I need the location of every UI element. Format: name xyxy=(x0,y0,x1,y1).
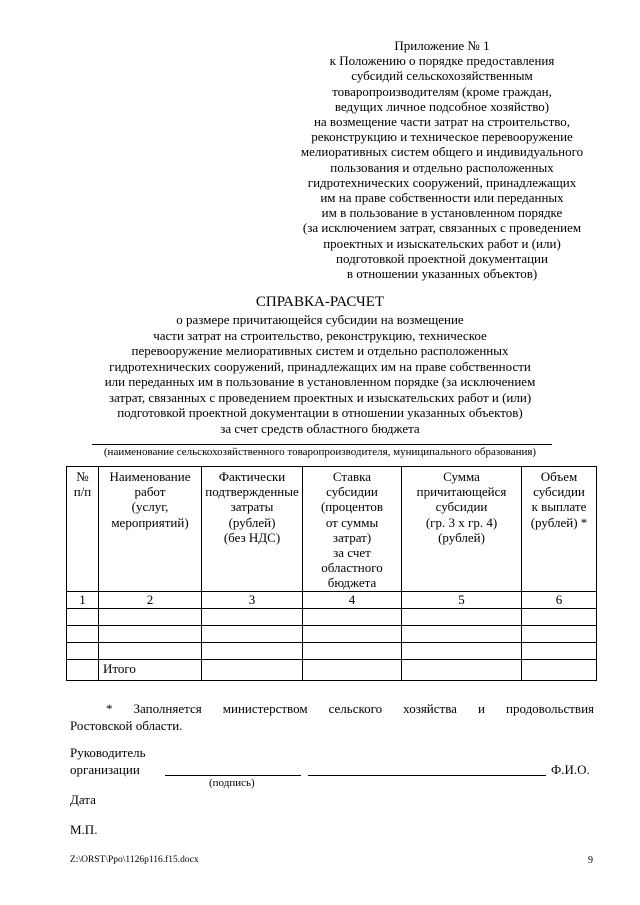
appendix-line: ведущих личное подсобное хозяйство) xyxy=(334,98,550,114)
table-cell[interactable] xyxy=(522,659,597,680)
subtitle-line: подготовкой проектной документации в отношении указанных объектов) xyxy=(117,405,523,420)
appendix-line: им в пользование в установленном порядке xyxy=(321,205,563,221)
producer-name-field[interactable] xyxy=(92,444,552,445)
appendix-line: (за исключением затрат, связанных с проведением xyxy=(302,220,582,236)
appendix-line: реконструкцию и техническое перевооружение xyxy=(311,129,573,145)
subtitle-line: части затрат на строительство, реконструкцию, техническое xyxy=(153,327,487,343)
table-cell[interactable] xyxy=(202,625,303,642)
document-title: СПРАВКА-РАСЧЕТ xyxy=(255,294,385,310)
table-cell[interactable] xyxy=(303,608,402,625)
table-cell[interactable] xyxy=(202,608,303,625)
stamp-label: М.П. xyxy=(70,822,98,837)
table-cell[interactable] xyxy=(99,642,202,659)
header-cell-subsidy-rate: Ставка субсидии (процентов от суммы затрат) за счет областного бюджета xyxy=(303,467,402,592)
table-cell[interactable] xyxy=(303,659,402,680)
table-cell[interactable] xyxy=(202,642,303,659)
column-number: 3 xyxy=(202,591,303,608)
table-cell[interactable] xyxy=(99,608,202,625)
appendix-line: субсидий сельскохозяйственным xyxy=(351,68,533,84)
subtitle-line: перевооружение мелиоративных систем и отдельно расположенных xyxy=(131,343,509,358)
signature-caption: (подпись) xyxy=(209,777,255,789)
table-cell[interactable] xyxy=(522,625,597,642)
table-cell[interactable] xyxy=(99,625,202,642)
appendix-line: гидротехнических сооружений, принадлежащих xyxy=(307,174,577,190)
subtitle-line: или переданных им в пользование в установленном порядке (за исключением xyxy=(104,374,536,389)
appendix-line: в отношении указанных объектов) xyxy=(346,266,538,282)
table-cell[interactable] xyxy=(402,625,522,642)
table-cell[interactable] xyxy=(67,608,99,625)
fio-field[interactable] xyxy=(308,775,546,776)
column-number: 5 xyxy=(402,591,522,608)
table-cell[interactable] xyxy=(67,642,99,659)
column-number-row xyxy=(67,591,597,608)
appendix-header xyxy=(262,38,622,281)
column-number: 2 xyxy=(99,591,202,608)
footnote-line: Ростовской области. xyxy=(70,718,183,733)
table-row xyxy=(67,625,597,642)
head-label: Руководитель xyxy=(70,745,146,760)
appendix-line: на возмещение части затрат на строительство, xyxy=(313,114,571,130)
header-cell-payout-volume: Объем субсидии к выплате (рублей) * xyxy=(522,467,597,592)
signature-field[interactable] xyxy=(165,775,301,776)
subtitle-line: за счет средств областного бюджета xyxy=(220,420,420,436)
fio-label: Ф.И.О. xyxy=(551,762,590,777)
subtitle-line: затрат, связанных с проведением проектных и изыскательских работ и (или) xyxy=(108,389,532,405)
table-cell[interactable] xyxy=(202,659,303,680)
column-number: 1 xyxy=(67,591,99,608)
header-cell-subsidy-amount: Сумма причитающейся субсидии (гр. 3 х гр. 4) (рублей) xyxy=(402,467,522,592)
table-cell[interactable] xyxy=(303,625,402,642)
appendix-line: мелиоративных систем общего и индивидуального xyxy=(300,144,584,160)
total-label: Итого xyxy=(99,659,202,680)
appendix-line: проектных и изыскательских работ и (или) xyxy=(323,235,561,251)
table-cell[interactable] xyxy=(402,659,522,680)
table-cell[interactable] xyxy=(402,642,522,659)
footnote-line: * Заполняется министерством сельского хозяйства и продовольствия xyxy=(106,701,594,716)
subtitle-line: о размере причитающейся субсидии на возмещение xyxy=(176,312,464,327)
column-number: 6 xyxy=(522,591,597,608)
appendix-line: Приложение № 1 xyxy=(394,38,490,53)
appendix-line: к Положению о порядке предоставления xyxy=(329,53,555,69)
column-number: 4 xyxy=(303,591,402,608)
file-path: Z:\ORST\Ppo\1126p116.f15.docx xyxy=(70,855,199,865)
header-cell-number: № п/п xyxy=(67,467,99,592)
table-cell[interactable] xyxy=(522,642,597,659)
appendix-line: подготовкой проектной документации xyxy=(336,250,548,266)
producer-name-caption: (наименование сельскохозяйственного товаропроизводителя, муниципального образования) xyxy=(103,446,537,458)
appendix-line: пользования и отдельно расположенных xyxy=(330,159,554,175)
table-cell[interactable] xyxy=(67,625,99,642)
document-subtitle xyxy=(40,312,600,436)
appendix-line: товаропроизводителям (кроме граждан, xyxy=(332,83,552,99)
page-number: 9 xyxy=(588,855,593,866)
organization-label: организации xyxy=(70,762,140,777)
date-label: Дата xyxy=(70,792,96,807)
footnote xyxy=(70,700,594,734)
table-cell[interactable] xyxy=(402,608,522,625)
table-cell[interactable] xyxy=(303,642,402,659)
total-row xyxy=(67,659,597,680)
table-row xyxy=(67,608,597,625)
table-row xyxy=(67,642,597,659)
appendix-line: им на праве собственности или переданных xyxy=(320,190,564,206)
table-header-row xyxy=(67,467,597,592)
header-cell-work-name: Наименование работ (услуг, мероприятий) xyxy=(99,467,202,592)
subtitle-line: гидротехнических сооружений, принадлежащих им на праве собственности xyxy=(109,358,531,374)
calculation-table xyxy=(66,466,597,681)
table-cell xyxy=(67,659,99,680)
table-cell[interactable] xyxy=(522,608,597,625)
header-cell-actual-costs: Фактически подтвержденные затраты (рублей) (без НДС) xyxy=(202,467,303,592)
